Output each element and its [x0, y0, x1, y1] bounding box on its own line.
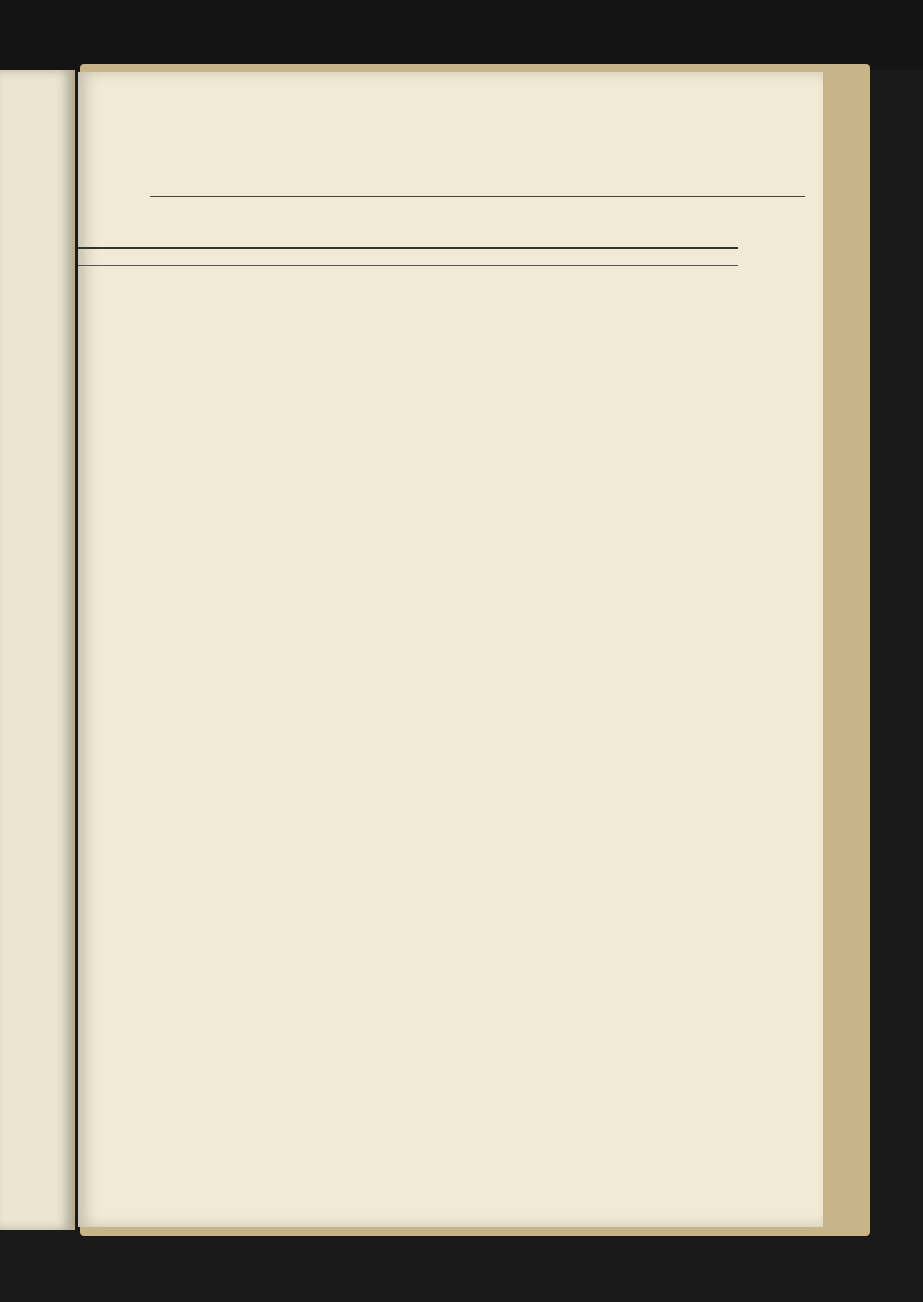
year-row — [78, 247, 738, 266]
dark-background — [0, 0, 923, 70]
running-header — [150, 174, 805, 197]
book-page — [78, 72, 823, 1227]
price-table — [78, 247, 738, 266]
left-page-fragment — [0, 70, 75, 1230]
left-col-nums — [67, 250, 70, 261]
